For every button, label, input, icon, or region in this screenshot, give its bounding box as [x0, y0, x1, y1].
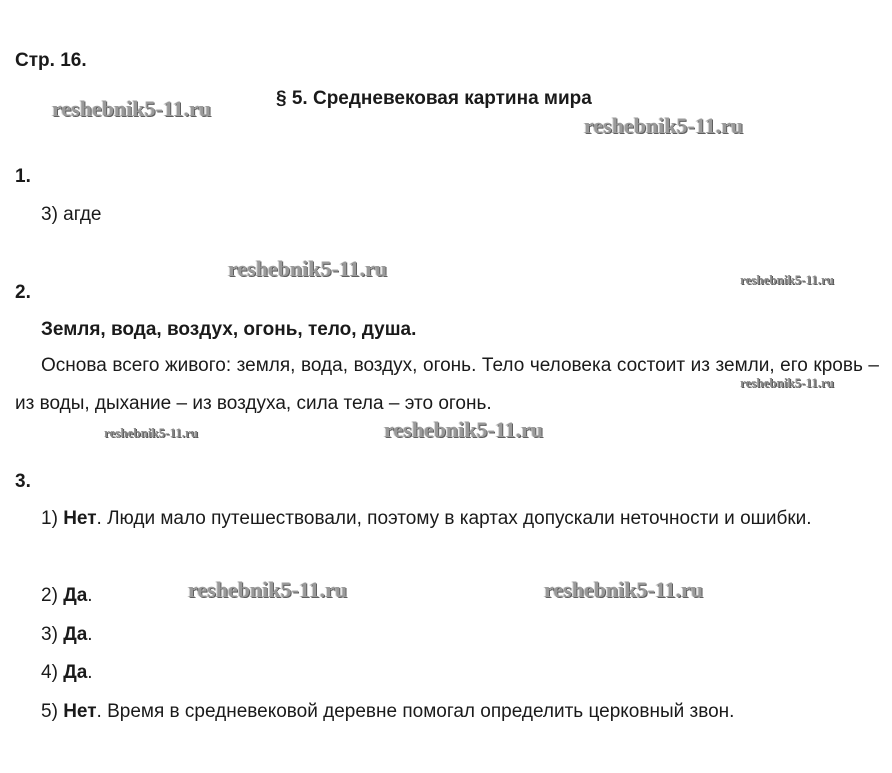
item-prefix: 5): [41, 701, 64, 722]
item-prefix: 3): [41, 624, 64, 645]
item-verdict: Нет: [63, 508, 97, 529]
watermark-logo: reshebnik5-11.ru: [384, 417, 544, 442]
item-explanation: . Время в средневековой деревне помогал определить церковный звон.: [96, 701, 735, 722]
item-prefix: 2): [41, 585, 64, 606]
question-3-item-1: [15, 500, 879, 538]
watermark-logo: reshebnik5-11.ru: [584, 113, 744, 138]
question-3-item-2: [41, 585, 93, 607]
question-3-number: 3.: [15, 471, 31, 492]
item-verdict: Да: [63, 624, 88, 645]
item-prefix: 1): [41, 508, 64, 529]
item-explanation: .: [87, 662, 93, 683]
item-explanation: . Люди мало путешествовали, поэтому в картах допускали неточности и ошибки.: [96, 508, 812, 529]
question-3-item-3: [41, 624, 93, 646]
item-verdict: Да: [63, 585, 88, 606]
question-3-item-4: [41, 662, 93, 684]
question-2-bold-line: Земля, вода, воздух, огонь, тело, душа.: [41, 319, 417, 340]
question-2-number: 2.: [15, 282, 31, 303]
watermark-logo: reshebnik5-11.ru: [52, 96, 212, 121]
item-prefix: 4): [41, 662, 64, 683]
question-1-answer: 3) агде: [41, 204, 102, 225]
item-verdict: Да: [63, 662, 88, 683]
item-explanation: .: [87, 585, 93, 606]
watermark-logo: reshebnik5-11.ru: [188, 577, 348, 602]
watermark-logo: reshebnik5-11.ru: [228, 256, 388, 281]
watermark-logo: reshebnik5-11.ru: [544, 577, 704, 602]
item-explanation: .: [87, 624, 93, 645]
question-2-paragraph: Основа всего живого: земля, вода, воздух, огонь. Тело человека состоит из земли, его кровь – из воды, дыхание – из воздуха, сила тела – это огонь.: [15, 355, 879, 414]
watermark-logo: reshebnik5-11.ru: [104, 425, 199, 440]
page-reference: Стр. 16.: [15, 50, 87, 71]
watermark-logo: reshebnik5-11.ru: [740, 375, 835, 390]
section-title: § 5. Средневековая картина мира: [276, 88, 592, 109]
question-1-number: 1.: [15, 166, 31, 187]
watermark-logo: reshebnik5-11.ru: [740, 272, 835, 287]
item-verdict: Нет: [63, 701, 97, 722]
question-3-item-5: [41, 701, 734, 723]
